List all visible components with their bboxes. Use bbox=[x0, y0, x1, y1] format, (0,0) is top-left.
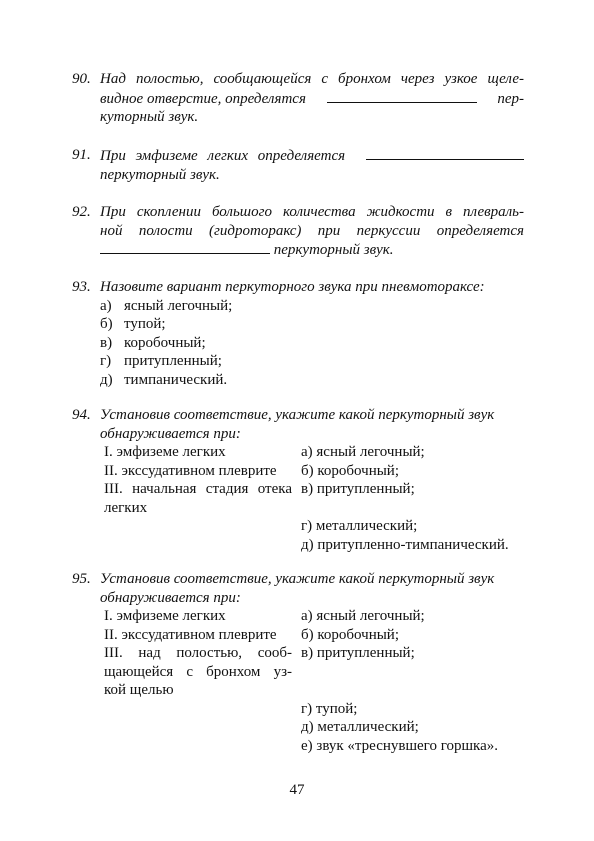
text-fragment: видное отверстие, определятся bbox=[100, 90, 306, 107]
question-text bbox=[100, 146, 524, 184]
answer-blank[interactable] bbox=[327, 89, 477, 103]
text-line: ной полости (гидроторакс) при перкуссии определяется bbox=[100, 222, 524, 239]
question-number: 92. bbox=[72, 204, 91, 220]
match-item-left: II. экссудативном плеврите bbox=[104, 626, 277, 643]
question-91 bbox=[72, 146, 524, 184]
match-row bbox=[104, 718, 524, 737]
match-item-left: I. эмфиземе легких bbox=[104, 608, 226, 624]
option-list bbox=[100, 297, 524, 390]
match-item-right[interactable]: а) ясный легочный; bbox=[301, 444, 425, 460]
option-letter: в) bbox=[100, 334, 113, 351]
question-text bbox=[100, 278, 524, 297]
matching-table bbox=[104, 443, 524, 554]
text-line: Установив соответствие, укажите какой перкуторный звук bbox=[100, 407, 495, 423]
match-row bbox=[104, 663, 524, 682]
match-item-left: II. экссудативном плеврите bbox=[104, 462, 277, 479]
option-text: тимпанический. bbox=[124, 371, 228, 388]
match-row bbox=[104, 443, 524, 462]
match-item-right[interactable]: г) металлический; bbox=[301, 518, 418, 534]
text-line bbox=[100, 146, 524, 166]
match-row bbox=[104, 607, 524, 626]
question-text bbox=[100, 70, 524, 127]
question-number: 93. bbox=[72, 279, 91, 295]
match-item-left: кой щелью bbox=[104, 682, 174, 698]
match-item-left: I. эмфиземе легких bbox=[104, 444, 226, 460]
match-item-left: III. начальная стадия отека bbox=[104, 481, 292, 497]
question-text bbox=[100, 570, 524, 607]
match-row bbox=[104, 462, 524, 481]
option-text: ясный легочный; bbox=[124, 297, 233, 314]
option-letter: г) bbox=[100, 353, 112, 369]
question-text bbox=[100, 406, 524, 443]
matching-table bbox=[104, 607, 524, 755]
answer-blank[interactable] bbox=[366, 146, 524, 160]
option-d[interactable] bbox=[100, 352, 524, 371]
answer-blank[interactable] bbox=[100, 240, 270, 254]
text-line bbox=[100, 89, 524, 109]
match-row bbox=[104, 681, 524, 700]
match-item-right[interactable]: в) притупленный; bbox=[301, 481, 415, 497]
text-fragment: пер- bbox=[497, 90, 524, 107]
option-c[interactable] bbox=[100, 334, 524, 353]
match-item-right[interactable]: г) тупой; bbox=[301, 700, 358, 717]
text-fragment: перкуторный звук. bbox=[273, 242, 394, 258]
text-line: При скоплении большого количества жидкости в плевраль- bbox=[100, 204, 524, 220]
match-item-right[interactable]: а) ясный легочный; bbox=[301, 608, 425, 624]
match-item-right[interactable]: б) коробочный; bbox=[301, 626, 399, 643]
match-row bbox=[104, 480, 524, 499]
match-row bbox=[104, 536, 524, 555]
page-number: 47 bbox=[289, 782, 305, 798]
match-item-right[interactable]: д) притупленно-тимпанический. bbox=[301, 536, 509, 553]
text-line: перкуторный звук. bbox=[100, 166, 220, 183]
question-92 bbox=[72, 203, 524, 260]
match-row bbox=[104, 517, 524, 536]
question-number: 90. bbox=[72, 71, 91, 87]
option-text: коробочный; bbox=[124, 334, 206, 351]
text-line: Над полостью, сообщающейся с бронхом через узкое щеле- bbox=[100, 71, 524, 87]
match-item-left: III. над полостью, сооб- bbox=[104, 645, 292, 661]
match-row bbox=[104, 737, 524, 756]
question-text bbox=[100, 203, 524, 260]
text-line: обнаруживается при: bbox=[100, 589, 241, 606]
option-text: тупой; bbox=[124, 316, 166, 332]
question-94 bbox=[72, 406, 524, 554]
text-fragment: При эмфиземе легких определяется bbox=[100, 148, 346, 164]
option-letter: д) bbox=[100, 371, 113, 388]
match-row bbox=[104, 700, 524, 719]
match-item-right[interactable]: д) металлический; bbox=[301, 719, 419, 735]
match-row bbox=[104, 644, 524, 663]
option-letter: а) bbox=[100, 297, 112, 314]
option-b[interactable] bbox=[100, 315, 524, 334]
option-text: притупленный; bbox=[124, 353, 222, 369]
match-item-right[interactable]: б) коробочный; bbox=[301, 462, 399, 479]
text-line bbox=[100, 240, 524, 260]
match-item-left: легких bbox=[104, 499, 148, 516]
option-a[interactable] bbox=[100, 297, 524, 316]
text-line: обнаруживается при: bbox=[100, 425, 241, 442]
question-number: 94. bbox=[72, 407, 91, 423]
question-number: 91. bbox=[72, 147, 91, 163]
text-line: куторный звук. bbox=[100, 109, 199, 125]
question-95 bbox=[72, 570, 524, 755]
question-number: 95. bbox=[72, 571, 91, 587]
match-row bbox=[104, 626, 524, 645]
question-90 bbox=[72, 70, 524, 127]
match-item-left: щающейся с бронхом уз- bbox=[104, 663, 292, 680]
question-93 bbox=[72, 278, 524, 389]
match-item-right[interactable]: е) звук «треснувшего горшка». bbox=[301, 737, 499, 754]
match-item-right[interactable]: в) притупленный; bbox=[301, 645, 415, 661]
option-letter: б) bbox=[100, 316, 113, 332]
option-e[interactable] bbox=[100, 371, 524, 390]
question-title: Назовите вариант перкуторного звука при пневмотораксе: bbox=[100, 279, 485, 295]
text-line: Установив соответствие, укажите какой перкуторный звук bbox=[100, 571, 495, 587]
match-row bbox=[104, 499, 524, 518]
